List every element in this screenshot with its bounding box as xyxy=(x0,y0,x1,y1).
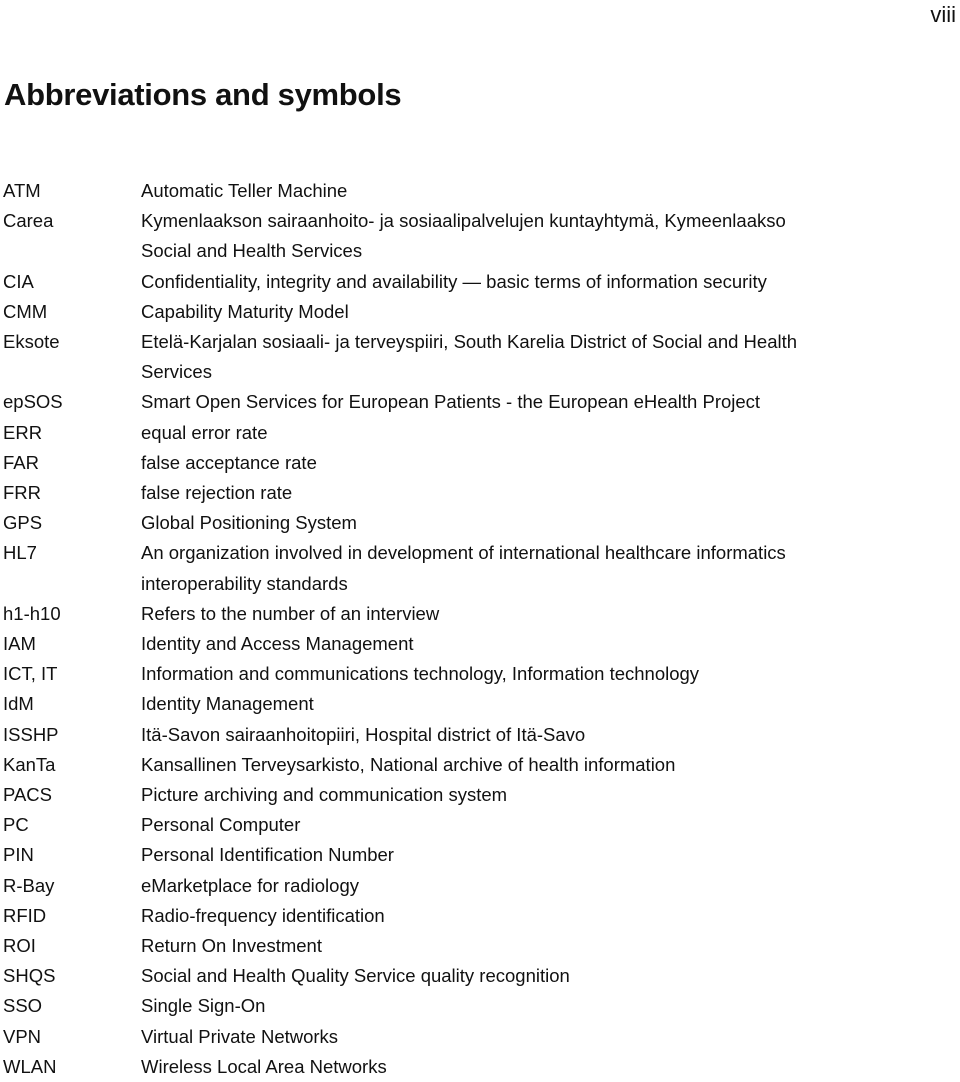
definition-line: Refers to the number of an interview xyxy=(141,602,440,624)
abbreviation-term: epSOS xyxy=(3,391,63,413)
abbreviation-term: h1-h10 xyxy=(3,602,61,624)
abbreviation-term: SSO xyxy=(3,995,43,1017)
abbreviation-term: ATM xyxy=(3,180,41,201)
definition-line: Return On Investment xyxy=(141,935,322,957)
abbreviation-definition xyxy=(141,629,960,659)
definition-line: Capability Maturity Model xyxy=(141,300,349,322)
abbreviation-term: ROI xyxy=(3,935,36,957)
list-item xyxy=(0,508,960,538)
abbreviation-term: PIN xyxy=(3,844,34,866)
definition-line: interoperability standards xyxy=(141,572,348,594)
page-number: viii xyxy=(930,2,956,27)
list-item xyxy=(0,176,960,206)
abbreviation-definition xyxy=(141,810,960,840)
list-item xyxy=(0,387,960,417)
definition-line: Personal Computer xyxy=(141,814,301,836)
abbreviation-definition xyxy=(141,1052,960,1082)
list-item xyxy=(0,810,960,840)
definition-line: Virtual Private Networks xyxy=(141,1025,339,1047)
definition-line: Kymenlaakson sairaanhoito- ja sosiaalipalvelujen kuntayhtymä, Kymeenlaakso xyxy=(141,210,786,232)
abbreviation-term: Eksote xyxy=(3,331,60,353)
list-item xyxy=(0,1022,960,1052)
definition-line: Identity Management xyxy=(141,693,314,715)
definition-line: Personal Identification Number xyxy=(141,844,394,866)
definition-line: eMarketplace for radiology xyxy=(141,874,359,896)
abbreviation-term: RFID xyxy=(3,904,47,926)
abbreviation-term: ERR xyxy=(3,421,43,443)
abbreviation-term: KanTa xyxy=(3,753,56,775)
list-item xyxy=(0,297,960,327)
definition-line: Social and Health Quality Service quality recognition xyxy=(141,965,570,987)
definition-line: Kansallinen Terveysarkisto, National archive of health information xyxy=(141,753,676,775)
definition-line: Smart Open Services for European Patients - the European eHealth Project xyxy=(141,391,761,413)
list-item xyxy=(0,750,960,780)
definition-line: Itä-Savon sairaanhoitopiiri, Hospital district of Itä-Savo xyxy=(141,723,586,745)
abbreviation-definition xyxy=(141,508,960,538)
abbreviation-definition xyxy=(141,478,960,508)
abbreviation-list xyxy=(0,176,960,1082)
list-item xyxy=(0,961,960,991)
list-item xyxy=(0,418,960,448)
abbreviation-term: CMM xyxy=(3,300,48,322)
list-item xyxy=(0,538,960,598)
abbreviation-definition xyxy=(141,689,960,719)
definition-line: Services xyxy=(141,361,212,383)
abbreviation-definition xyxy=(141,901,960,931)
abbreviation-definition xyxy=(141,538,960,598)
abbreviation-definition xyxy=(141,750,960,780)
abbreviation-definition xyxy=(141,720,960,750)
list-item xyxy=(0,689,960,719)
list-item xyxy=(0,629,960,659)
abbreviation-term: HL7 xyxy=(3,542,37,564)
definition-line: Information and communications technology, Information technology xyxy=(141,663,700,685)
list-item xyxy=(0,1052,960,1082)
abbreviation-term: Carea xyxy=(3,210,54,232)
abbreviation-definition xyxy=(141,418,960,448)
definition-line: false rejection rate xyxy=(141,482,293,504)
definition-line: Etelä-Karjalan sosiaali- ja terveyspiiri, South Karelia District of Social and Health xyxy=(141,331,798,353)
abbreviation-term: GPS xyxy=(3,512,43,534)
list-item xyxy=(0,931,960,961)
definition-line: false acceptance rate xyxy=(141,451,317,473)
abbreviation-definition xyxy=(141,931,960,961)
list-item xyxy=(0,659,960,689)
abbreviation-definition xyxy=(141,871,960,901)
list-item xyxy=(0,901,960,931)
abbreviation-definition xyxy=(141,840,960,870)
list-item xyxy=(0,448,960,478)
page-title: Abbreviations and symbols xyxy=(4,77,402,112)
abbreviation-definition xyxy=(141,1022,960,1052)
abbreviation-definition xyxy=(141,961,960,991)
list-item xyxy=(0,840,960,870)
abbreviation-definition xyxy=(141,599,960,629)
abbreviation-term: CIA xyxy=(3,270,34,292)
abbreviation-term: FRR xyxy=(3,482,42,504)
definition-line: Confidentiality, integrity and availability — basic terms of information security xyxy=(141,270,767,292)
definition-line: Picture archiving and communication system xyxy=(141,784,508,806)
abbreviation-term: VPN xyxy=(3,1025,42,1047)
definition-line: Automatic Teller Machine xyxy=(141,180,348,201)
definition-line: equal error rate xyxy=(141,421,268,443)
definition-line: Global Positioning System xyxy=(141,512,357,534)
definition-line: An organization involved in development of international healthcare informatics xyxy=(141,542,786,564)
abbreviation-term: PC xyxy=(3,814,29,836)
definition-line: Radio-frequency identification xyxy=(141,904,385,926)
abbreviation-term: FAR xyxy=(3,451,39,473)
list-item xyxy=(0,206,960,266)
abbreviation-term: R-Bay xyxy=(3,874,55,896)
abbreviation-term: WLAN xyxy=(3,1055,57,1077)
list-item xyxy=(0,327,960,387)
list-item xyxy=(0,478,960,508)
abbreviation-definition xyxy=(141,991,960,1021)
abbreviation-definition xyxy=(141,780,960,810)
abbreviation-definition xyxy=(141,659,960,689)
abbreviation-term: PACS xyxy=(3,784,53,806)
abbreviation-definition xyxy=(141,267,960,297)
definition-line: Social and Health Services xyxy=(141,240,363,262)
abbreviation-definition xyxy=(141,206,960,266)
abbreviation-term: IAM xyxy=(3,633,36,655)
abbreviation-definition xyxy=(141,387,960,417)
abbreviation-term: SHQS xyxy=(3,965,56,987)
list-item xyxy=(0,720,960,750)
definition-line: Wireless Local Area Networks xyxy=(141,1055,387,1077)
abbreviation-definition xyxy=(141,327,960,387)
abbreviation-definition xyxy=(141,297,960,327)
list-item xyxy=(0,991,960,1021)
list-item xyxy=(0,599,960,629)
list-item xyxy=(0,871,960,901)
definition-line: Identity and Access Management xyxy=(141,633,414,655)
abbreviation-definition xyxy=(141,176,960,206)
abbreviation-term: IdM xyxy=(3,693,34,715)
abbreviation-definition xyxy=(141,448,960,478)
list-item xyxy=(0,780,960,810)
abbreviation-term: ICT, IT xyxy=(3,663,58,685)
definition-line: Single Sign-On xyxy=(141,995,266,1017)
abbreviation-term: ISSHP xyxy=(3,723,59,745)
list-item xyxy=(0,267,960,297)
